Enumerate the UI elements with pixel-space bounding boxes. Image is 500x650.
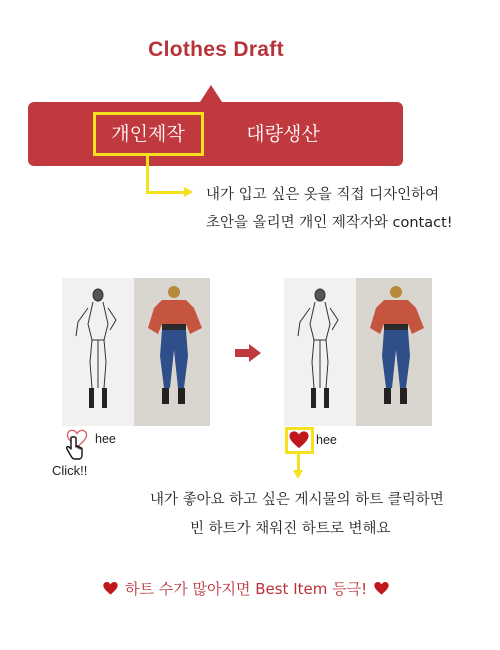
tab-mass-production[interactable]: 대량생산 (246, 123, 320, 145)
post-image-after[interactable] (284, 278, 432, 426)
arrow-right-icon (235, 344, 261, 362)
nav-pointer (200, 85, 222, 102)
post-username: hee (95, 432, 116, 446)
post-image-before[interactable] (62, 278, 210, 426)
tab-highlight-box (93, 112, 204, 156)
fashion-sketch-image (284, 278, 432, 426)
page-title: Clothes Draft (148, 38, 284, 61)
callout-text-line2: 초안을 올리면 개인 제작자와 contact! (206, 215, 453, 231)
hand-cursor-icon (64, 436, 84, 462)
callout-connector-horizontal (146, 191, 186, 194)
callout-text-line1: 내가 입고 싶은 옷을 직접 디자인하여 (206, 187, 440, 203)
like-caption-line2: 빈 하트가 채워진 하트로 변해요 (190, 521, 391, 537)
best-item-note (96, 578, 396, 599)
click-hint-label: Click!! (52, 463, 88, 478)
callout-connector-vertical (146, 156, 149, 194)
heart-connector-line (297, 454, 300, 471)
heart-highlight-box (285, 427, 314, 454)
heart-filled-icon (373, 581, 390, 596)
like-caption-line1: 내가 좋아요 하고 싶은 게시물의 하트 클릭하면 (150, 492, 444, 508)
nav-bar (28, 102, 403, 166)
heart-filled-icon (102, 581, 119, 596)
callout-arrow-icon (184, 187, 193, 197)
post-username: hee (316, 433, 337, 447)
best-item-text: 하트 수가 많아지면 Best Item 등극! (125, 580, 368, 598)
arrow-down-icon (293, 470, 303, 479)
tab-personal-production[interactable]: 개인제작 (111, 123, 185, 145)
fashion-sketch-image (62, 278, 210, 426)
